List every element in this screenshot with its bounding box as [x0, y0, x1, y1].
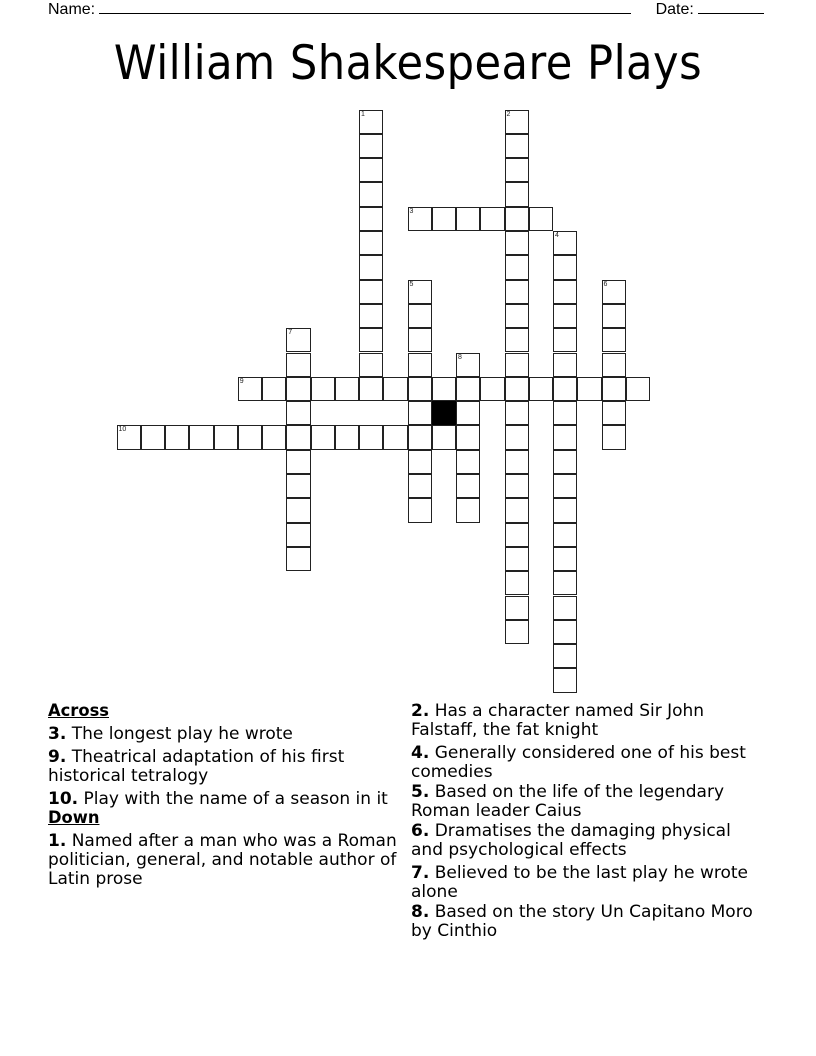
- grid-cell[interactable]: [626, 377, 650, 401]
- grid-cell[interactable]: [456, 207, 480, 231]
- grid-cell[interactable]: [286, 474, 310, 498]
- grid-cell[interactable]: [505, 255, 529, 279]
- grid-cell[interactable]: [432, 377, 456, 401]
- grid-cell[interactable]: [408, 328, 432, 352]
- grid-cell[interactable]: [505, 523, 529, 547]
- grid-cell[interactable]: [359, 425, 383, 449]
- clue-across-3: [48, 725, 400, 744]
- clue-text: Believed to be the last play he wrote alone: [411, 863, 749, 902]
- clue-number-label: 8: [458, 353, 462, 361]
- clue-number-label: 3: [409, 207, 414, 215]
- grid-cell[interactable]: [359, 207, 383, 231]
- grid-cell[interactable]: [480, 377, 504, 401]
- grid-cell[interactable]: [335, 425, 359, 449]
- clue-text: Theatrical adaptation of his first historical tetralogy: [48, 747, 345, 786]
- grid-cell[interactable]: [383, 377, 407, 401]
- grid-cell[interactable]: [286, 425, 310, 449]
- clue-number: 1.: [48, 831, 67, 851]
- grid-cell[interactable]: [408, 401, 432, 425]
- grid-cell[interactable]: [505, 134, 529, 158]
- clue-down-6: [411, 822, 756, 860]
- date-label: Date:: [655, 1, 694, 18]
- grid-cell[interactable]: [432, 425, 456, 449]
- grid-cell[interactable]: [408, 280, 432, 304]
- grid-cell[interactable]: [456, 450, 480, 474]
- grid-cell[interactable]: [117, 425, 141, 449]
- worksheet-header: [48, 0, 748, 20]
- grid-cell[interactable]: [359, 134, 383, 158]
- grid-cell[interactable]: [602, 353, 626, 377]
- grid-cell[interactable]: [456, 377, 480, 401]
- clue-number-label: 6: [603, 280, 608, 288]
- grid-cell[interactable]: [602, 425, 626, 449]
- clue-down-7: [411, 864, 756, 902]
- clue-down-4: [411, 744, 756, 782]
- grid-cell[interactable]: [286, 353, 310, 377]
- grid-cell[interactable]: [553, 353, 577, 377]
- grid-cell[interactable]: [286, 523, 310, 547]
- grid-cell[interactable]: [553, 328, 577, 352]
- grid-cell[interactable]: [286, 377, 310, 401]
- grid-cell[interactable]: [286, 547, 310, 571]
- clue-down-2: [411, 702, 756, 740]
- grid-cell[interactable]: [602, 304, 626, 328]
- grid-cell[interactable]: [505, 304, 529, 328]
- name-label: Name:: [48, 1, 96, 18]
- grid-cell[interactable]: [505, 110, 529, 134]
- clue-text: Based on the story Un Capitano Moro by Cinthio: [411, 902, 753, 941]
- grid-cell[interactable]: [214, 425, 238, 449]
- clue-text: Has a character named Sir John Falstaff, the fat knight: [411, 701, 705, 740]
- grid-cell[interactable]: [383, 425, 407, 449]
- grid-cell[interactable]: [456, 353, 480, 377]
- grid-cell[interactable]: [505, 425, 529, 449]
- clue-down-1: [48, 832, 400, 889]
- grid-cell[interactable]: [262, 425, 286, 449]
- grid-cell[interactable]: [480, 207, 504, 231]
- grid-cell[interactable]: [602, 328, 626, 352]
- grid-cell[interactable]: [529, 207, 553, 231]
- grid-cell[interactable]: [141, 425, 165, 449]
- clue-text: Based on the life of the legendary Roman leader Caius: [411, 782, 725, 821]
- grid-cell[interactable]: [408, 353, 432, 377]
- grid-cell[interactable]: [359, 304, 383, 328]
- grid-cell[interactable]: [553, 450, 577, 474]
- clue-number: 4.: [411, 743, 430, 763]
- grid-cell[interactable]: [189, 425, 213, 449]
- grid-cell[interactable]: [408, 498, 432, 522]
- grid-cell[interactable]: [408, 450, 432, 474]
- grid-cell[interactable]: [359, 110, 383, 134]
- clue-down-5: [411, 783, 756, 821]
- grid-cell[interactable]: [505, 596, 529, 620]
- clue-text: Play with the name of a season in it: [83, 789, 388, 809]
- grid-cell[interactable]: [456, 401, 480, 425]
- name-field[interactable]: [99, 0, 631, 14]
- grid-cell[interactable]: [505, 377, 529, 401]
- clue-text: Named after a man who was a Roman politician, general, and notable author of Latin prose: [48, 831, 397, 889]
- grid-cell[interactable]: [432, 207, 456, 231]
- grid-cell[interactable]: [505, 547, 529, 571]
- grid-cell[interactable]: [286, 328, 310, 352]
- clue-number: 3.: [48, 724, 67, 744]
- grid-cell[interactable]: [505, 280, 529, 304]
- grid-cell[interactable]: [238, 377, 262, 401]
- grid-cell[interactable]: [238, 425, 262, 449]
- clue-number-label: 2: [506, 110, 511, 118]
- clue-number-label: 1: [361, 110, 365, 118]
- grid-cell[interactable]: [359, 231, 383, 255]
- clue-number-label: 7: [288, 329, 293, 337]
- grid-cell[interactable]: [553, 231, 577, 255]
- grid-cell[interactable]: [359, 182, 383, 206]
- grid-cell[interactable]: [505, 231, 529, 255]
- grid-cell[interactable]: [408, 474, 432, 498]
- grid-cell[interactable]: [577, 377, 601, 401]
- grid-cell[interactable]: [553, 280, 577, 304]
- clue-number-label: 9: [239, 377, 244, 385]
- grid-cell[interactable]: [505, 474, 529, 498]
- clue-number: 9.: [48, 747, 67, 767]
- grid-cell[interactable]: [505, 401, 529, 425]
- crossword-grid: [117, 110, 677, 700]
- grid-cell[interactable]: [408, 207, 432, 231]
- grid-cell[interactable]: [602, 377, 626, 401]
- grid-cell[interactable]: [553, 498, 577, 522]
- clue-across-10: [48, 790, 400, 809]
- grid-cell[interactable]: [505, 498, 529, 522]
- clue-number: 8.: [411, 902, 430, 922]
- grid-cell[interactable]: [456, 425, 480, 449]
- grid-cell[interactable]: [553, 474, 577, 498]
- grid-cell[interactable]: [286, 450, 310, 474]
- grid-cell[interactable]: [286, 498, 310, 522]
- grid-cell[interactable]: [529, 377, 553, 401]
- clue-number: 6.: [411, 821, 430, 841]
- across-heading: Across: [48, 701, 110, 721]
- black-cell: [432, 401, 456, 425]
- clues-left-column: [48, 702, 400, 893]
- grid-cell[interactable]: [335, 377, 359, 401]
- page-title: William Shakespeare Plays: [113, 36, 703, 91]
- grid-cell[interactable]: [408, 377, 432, 401]
- grid-cell[interactable]: [165, 425, 189, 449]
- grid-cell[interactable]: [553, 668, 577, 692]
- grid-cell[interactable]: [311, 377, 335, 401]
- clue-number-label: 10: [118, 426, 127, 434]
- grid-cell[interactable]: [505, 328, 529, 352]
- clue-number: 7.: [411, 863, 430, 883]
- grid-cell[interactable]: [553, 401, 577, 425]
- clue-number: 2.: [411, 701, 430, 721]
- clue-text: The longest play he wrote: [71, 724, 293, 744]
- clue-number: 5.: [411, 782, 430, 802]
- clue-number-label: 5: [409, 280, 414, 288]
- grid-cell[interactable]: [359, 377, 383, 401]
- grid-cell[interactable]: [408, 304, 432, 328]
- grid-cell[interactable]: [359, 328, 383, 352]
- grid-cell[interactable]: [505, 207, 529, 231]
- date-field[interactable]: [698, 0, 764, 14]
- clues-right-column: [411, 702, 756, 945]
- grid-cell[interactable]: [553, 571, 577, 595]
- grid-cell[interactable]: [553, 425, 577, 449]
- grid-cell[interactable]: [505, 620, 529, 644]
- grid-cell[interactable]: [553, 644, 577, 668]
- down-heading: Down: [48, 808, 100, 828]
- grid-cell[interactable]: [505, 182, 529, 206]
- clue-number: 10.: [48, 789, 79, 809]
- grid-cell[interactable]: [359, 280, 383, 304]
- grid-cell[interactable]: [553, 255, 577, 279]
- grid-cell[interactable]: [553, 304, 577, 328]
- grid-cell[interactable]: [408, 425, 432, 449]
- grid-cell[interactable]: [359, 353, 383, 377]
- grid-cell[interactable]: [553, 620, 577, 644]
- grid-cell[interactable]: [505, 158, 529, 182]
- grid-cell[interactable]: [262, 377, 286, 401]
- grid-cell[interactable]: [359, 158, 383, 182]
- clue-across-9: [48, 748, 400, 786]
- grid-cell[interactable]: [505, 353, 529, 377]
- clue-text: Generally considered one of his best comedies: [411, 743, 746, 782]
- grid-cell[interactable]: [553, 547, 577, 571]
- grid-cell[interactable]: [602, 401, 626, 425]
- clue-down-8: [411, 903, 756, 941]
- grid-cell[interactable]: [505, 571, 529, 595]
- grid-cell[interactable]: [456, 498, 480, 522]
- grid-cell[interactable]: [286, 401, 310, 425]
- grid-cell[interactable]: [456, 474, 480, 498]
- grid-cell[interactable]: [553, 523, 577, 547]
- clue-number-label: 4: [555, 232, 559, 239]
- grid-cell[interactable]: [553, 596, 577, 620]
- clue-text: Dramatises the damaging physical and psychological effects: [411, 821, 731, 860]
- grid-cell[interactable]: [553, 377, 577, 401]
- grid-cell[interactable]: [505, 450, 529, 474]
- grid-cell[interactable]: [359, 255, 383, 279]
- grid-cell[interactable]: [602, 280, 626, 304]
- grid-cell[interactable]: [311, 425, 335, 449]
